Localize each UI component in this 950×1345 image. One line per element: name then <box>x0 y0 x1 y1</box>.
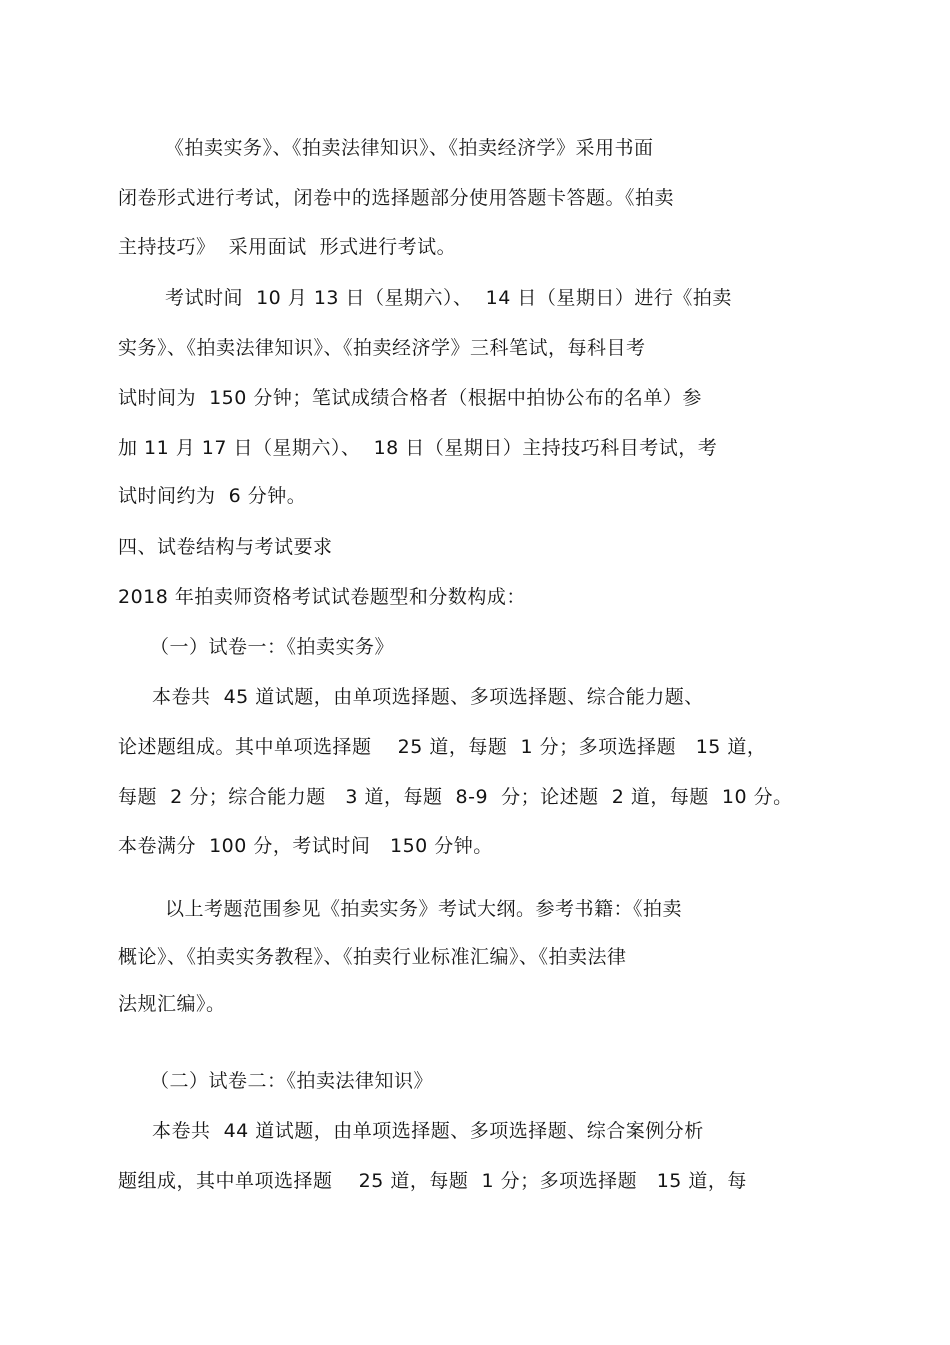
text-line: 本卷共 45 道试题，由单项选择题、多项选择题、综合能力题、 <box>152 686 704 708</box>
text-line: 本卷共 44 道试题，由单项选择题、多项选择题、综合案例分析 <box>152 1120 704 1142</box>
text-line: 试时间为 150 分钟；笔试成绩合格者（根据中拍协公布的名单）参 <box>118 387 702 409</box>
subsection-heading: （二）试卷二：《拍卖法律知识》 <box>150 1070 434 1092</box>
text-line: 以上考题范围参见《拍卖实务》考试大纲。参考书籍：《拍卖 <box>165 898 683 920</box>
section-heading: 四、试卷结构与考试要求 <box>118 536 333 558</box>
text-line: 实务》、《拍卖法律知识》、《拍卖经济学》三科笔试，每科目考 <box>118 337 646 359</box>
text-line: 主持技巧》 采用面试 形式进行考试。 <box>118 236 457 258</box>
text-line: 法规汇编》。 <box>118 993 226 1015</box>
text-line: 试时间约为 6 分钟。 <box>118 485 307 507</box>
text-line: 概论》、《拍卖实务教程》、《拍卖行业标准汇编》、《拍卖法律 <box>118 946 627 968</box>
text-line: 每题 2 分；综合能力题 3 道，每题 8-9 分；论述题 2 道，每题 10 分。 <box>118 786 793 808</box>
text-line: 本卷满分 100 分，考试时间 150 分钟。 <box>118 835 493 857</box>
text-line: 考试时间 10 月 13 日（星期六）、 14 日（星期日）进行《拍卖 <box>165 287 732 309</box>
text-line: 闭卷形式进行考试，闭卷中的选择题部分使用答题卡答题。《拍卖 <box>118 187 675 209</box>
subsection-heading: （一）试卷一：《拍卖实务》 <box>150 636 395 658</box>
text-line: 论述题组成。其中单项选择题 25 道，每题 1 分；多项选择题 15 道， <box>118 736 767 758</box>
text-line: 2018 年拍卖师资格考试试卷题型和分数构成： <box>118 586 526 608</box>
text-line: 题组成，其中单项选择题 25 道，每题 1 分；多项选择题 15 道，每 <box>118 1170 747 1192</box>
text-line: 加 11 月 17 日（星期六）、 18 日（星期日）主持技巧科目考试，考 <box>118 437 718 459</box>
text-line: 《拍卖实务》、《拍卖法律知识》、《拍卖经济学》采用书面 <box>165 137 654 159</box>
